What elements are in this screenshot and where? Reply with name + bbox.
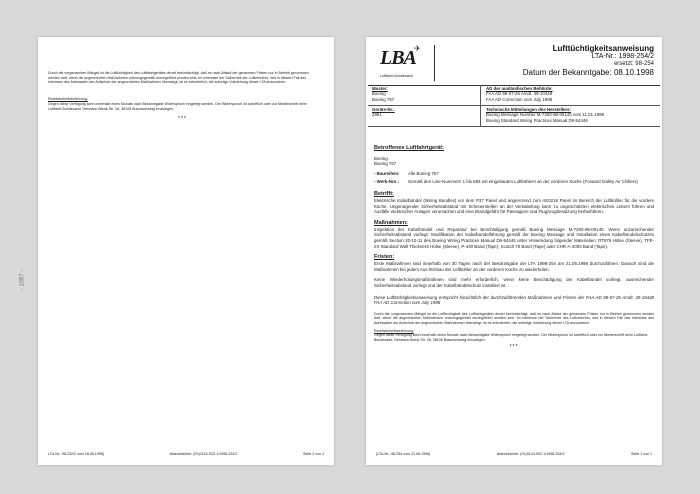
keine-text: Keine Wiederholungsmaßnahmen sind mehr erforderlich, wenn keine Beschädigung der Kabelbündel vorliegt, ausreichender Sicherheitsabstand vorliegt und der Kabelbündelschutz installiert ist. xyxy=(374,277,654,288)
ersetzt: ersetzt: 98-254 xyxy=(613,61,654,67)
right-footer-aktenzeichen: Aktenzeichen: (01)0124-S02.1/1998-254/2 xyxy=(496,452,565,456)
betroffen-title: Betroffenes Luftfahrtgerät: xyxy=(374,145,444,151)
right-footer-page: Seite 1 von 1 xyxy=(631,452,652,456)
left-footer-lta: LTA-Nr.: 98-232/2 vom 18.08.1998) xyxy=(48,452,104,456)
left-rechtsbehelf-text: Gegen diese Verfügung kann innerhalb eines Monats nach Bekanntgabe Widerspruch eingelegt werden. Der Widerspruch ist schriftlich oder zur Niederschrift beim Luftfahrt-Bundesamt, Hermann-Blenk-Str. 26, 38108 Braunschweig einzulegen. xyxy=(48,102,307,111)
left-footer xyxy=(48,452,324,456)
document-header xyxy=(368,39,660,86)
baureihen-value: Alle Boeing 767 xyxy=(408,170,439,176)
right-rechtsbehelf-text: Gegen diese Verfügung kann innerhalb eines Monats nach Bekanntgabe Widerspruch eingelegt werden. Der Widerspruch ist schriftlich oder zur Niederschrift beim Luftfahrt-Bundesamt, Hermann-Blenk-Str. 26, 38108 Braunschweig einzulegen. xyxy=(374,333,649,342)
document-body xyxy=(374,145,654,350)
header-titles xyxy=(523,44,654,77)
geraete-label: Geräte-Nr.: xyxy=(372,107,395,112)
right-footer-lta: (LTA-Nr.: 98-254 vom 21.08.1998) xyxy=(376,452,431,456)
muster-value-2: Boeing 767 xyxy=(372,96,395,102)
side-page-mark: - 1067 - xyxy=(19,269,26,291)
document-page-right xyxy=(366,37,662,465)
betrifft-title: Betrifft: xyxy=(374,191,394,197)
left-footer-page: Seite 2 von 2 xyxy=(303,452,324,456)
baureihen-key: - Baureihen: xyxy=(374,170,400,176)
werknr-row xyxy=(374,179,654,185)
right-footer xyxy=(376,452,652,456)
werknr-value: Gemäß den Line-Nummern 1 bis 683 mit eingebauten Luftkühlern an der vorderen Küche (Forward Galley Air Chillers) xyxy=(408,179,638,185)
logo-mark: LBA xyxy=(380,47,416,69)
baureihen-row xyxy=(374,171,654,177)
ausl-ad-value-1: FAA AD 98-07-26 Amdt. 39-10448 xyxy=(486,91,553,97)
doc-title: Lufttüchtigkeitsanweisung xyxy=(552,44,654,53)
left-footer-aktenzeichen: Aktenzeichen: (01)0143-S02.1/1998-232/2 xyxy=(169,452,238,456)
info-row-muster xyxy=(368,85,660,106)
info-row-geraete xyxy=(368,106,660,127)
right-paragraph: Durch die vorgenannten Mängel ist die Lufttüchtigkeit des Luftfahrtgerätes derart beeinträchtigt, daß es nach Ablauf der genannten Fristen nur in Betrieb genommen werden darf, wenn die angeordneten Maßnahmen ordnungsgemäß durchgeführt worden sind. Im Interesse der Sicherheit des Luftverkehrs, des in diesem Fall das Interesse des Adressaten am Aufschub der angeordneten Maßnahmen überwiegt, ist es erforderlich, die sofortige Vollziehung dieser LTA anzuordnen. xyxy=(374,311,654,325)
lba-logo xyxy=(372,45,435,81)
werknr-key: - Werk-Nrn.: xyxy=(374,179,400,185)
left-stars: *** xyxy=(178,116,187,122)
tech-label: Technische Mitteilungen des Herstellers: xyxy=(486,107,572,112)
logo-subtitle: Luftfahrt-Bundesamt xyxy=(380,74,413,78)
betrifft-text: Elektrische Kabelbündel (Wiring Bundles) vor dem P37 Panel und angrenzend zum AE0218 Panel im Bereich der Luftkühler für die vordere Küche. Ungenügender Sicherheitsabstand mit Scheuerstellen an der Verkabelung kann zu ungeschützten elektrischen Leitern führen und Ausfälle elektrischer Anlagen verursachen und eine Brandgefahr für Passagiere und Flugzeugbesatzung herbeiführen. xyxy=(374,198,654,215)
ausl-ad-value-2: FAA AD Correction vom July 1998 xyxy=(486,96,553,102)
betroffen-value-2: Boeing 767 xyxy=(374,161,397,167)
muster-label: Muster: xyxy=(372,86,388,91)
fristen-text: Erste Maßnahmen sind innerhalb von 30 Tagen nach der Bekanntgabe der LTA 1998-254 am 21.05.1998 durchzuführen. Danach sind die Maßnahmen bei jedem Aus-/Einbau der Luftkühler an der vorderen Küche zu wiederholen. xyxy=(374,261,654,272)
right-stars: *** xyxy=(509,344,519,351)
left-rechtsbehelf-label: Rechtsbehelfsbelehrung: xyxy=(48,97,88,101)
geraete-value: 2851 xyxy=(372,112,382,118)
tech-value-1: Boeing Message Number M-7200-98-00140 vom 11.01.1998 xyxy=(486,112,605,118)
massnahmen-text: Inspektion der Kabelbündel und Reparatur bei Beschädigung gemäß Boeing Message M-7200-98-00140. Wenn unzureichender Sicherheitsabstand vorliegt: Modifikation der Kabelbündelführung gemäß der Boeing Message und Installation eines Kabelbündelschutzes gemäß Section 20-10-11 des Boeing Wiring Practices Manual D6-54446 unter Verwendung folgender Materialien: RT876 Hülse (Sleeve), TFE-2X Standard Wall Thickness Hülse (Sleeve), P-440 Band (Tape), Scotch 70 Band (Tape) oder CHR-A-2005 Band (Tape). xyxy=(374,226,654,249)
faa-equivalence-text: Diese Lufttüchtigkeitsanweisung entspricht hinsichtlich der durchzuführenden Maßnahmen und Fristen der FAA AD 98-07-26 Amdt. 39-10448 FAA AD Correction vom July 1998 xyxy=(374,294,654,306)
right-rechtsbehelf-label: Rechtsbehelfsbelehrung: xyxy=(374,328,414,333)
left-paragraph: Durch die vorgenannten Mängel ist die Lufttüchtigkeit des Luftfahrtgerätes derart beeinträchtigt, daß es nach Ablauf der genannten Fristen nur in Betrieb genommen werden darf, wenn die angeordneten Maßnahmen ordnungsgemäß durchgeführt worden sind. Im Interesse der Sicherheit der Luftverkehrs, des in diesem Fall das Interesse des Adressaten am Aufschub der angeordneten Maßnahmen überwiegt, ist es erforderlich, die sofortige Vollziehung dieser LTA anzuordnen. xyxy=(48,71,309,85)
massnahmen-title: Maßnahmen: xyxy=(374,219,408,226)
muster-value-1: Boeing xyxy=(372,91,386,97)
tech-value-2: Boeing Standard Wiring Practices Manual D6-54446 xyxy=(486,117,588,123)
fristen-title: Fristen: xyxy=(374,254,395,261)
betroffen-value-1: Boeing xyxy=(374,156,388,161)
ausl-ad-label: AD der ausländischen Behörde: xyxy=(486,86,553,91)
bekanntgabe-datum: Datum der Bekanntgabe: 08.10.1998 xyxy=(522,68,654,77)
document-page-left xyxy=(19,37,334,465)
lta-number: LTA-Nr.: 1998-254/2 xyxy=(591,53,654,60)
airplane-icon: ✈ xyxy=(414,44,421,53)
